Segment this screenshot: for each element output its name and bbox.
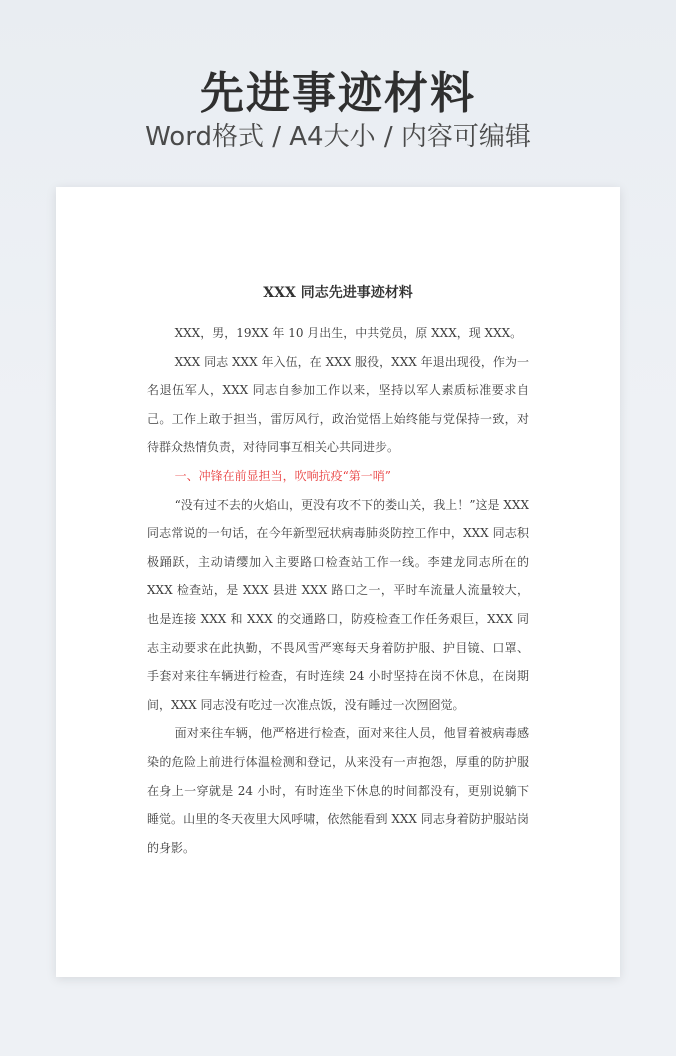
body-paragraph: 面对来往车辆，他严格进行检查，面对来往人员，他冒着被病毒感染的危险上前进行体温检测和登记，从来没有一声抱怨，厚重的防护服在身上一穿就是 24 小时，有时连坐下休息的时间都没有，更别说躺下睡觉。山里的冬天夜里大风呼啸，依然能看到 XXX 同志身着防护服站岗的身影。 xyxy=(147,726,529,855)
section-heading: 一、冲锋在前显担当，吹响抗疫“第一哨” xyxy=(174,468,391,483)
banner-subtitle: Word格式 / A4大小 / 内容可编辑 xyxy=(145,122,531,152)
document-title: XXX 同志先进事迹材料 xyxy=(263,285,413,301)
document-page xyxy=(56,187,620,977)
body-paragraph: “没有过不去的火焰山，更没有攻不下的娄山关，我上！”这是 XXX 同志常说的一句话，在今年新型冠状病毒肺炎防控工作中，XXX 同志积极踊跃，主动请缨加入主要路口检查站工作一线。李建龙同志所在的 XXX 检查站，是 XXX 县进 XXX 路口之一，平时车流量人流量较大，也是连接 XXX 和 XXX 的交通路口，防疫检查工作任务艰巨，XXX 同志主动要求在此执勤，不畏风雪严寒每天身着防护服、护目镜、口罩、手套对来往车辆进行检查，有时连续 24 小时坚持在岗不休息，在岗期间，XXX 同志没有吃过一次准点饭，没有睡过一次囫囵觉。 xyxy=(147,497,529,712)
document-body xyxy=(147,283,529,862)
intro-paragraph: XXX，男，19XX 年 10 月出生，中共党员，原 XXX，现 XXX。 xyxy=(174,326,523,340)
body-paragraph: XXX 同志 XXX 年入伍，在 XXX 服役，XXX 年退出现役，作为一名退伍军人，XXX 同志自参加工作以来，坚持以军人素质标准要求自己。工作上敢于担当，雷厉风行，政治觉悟上始终能与党保持一致，对待群众热情负责，对待同事互相关心共同进步。 xyxy=(147,354,529,455)
banner-title: 先进事迹材料 xyxy=(200,68,476,119)
